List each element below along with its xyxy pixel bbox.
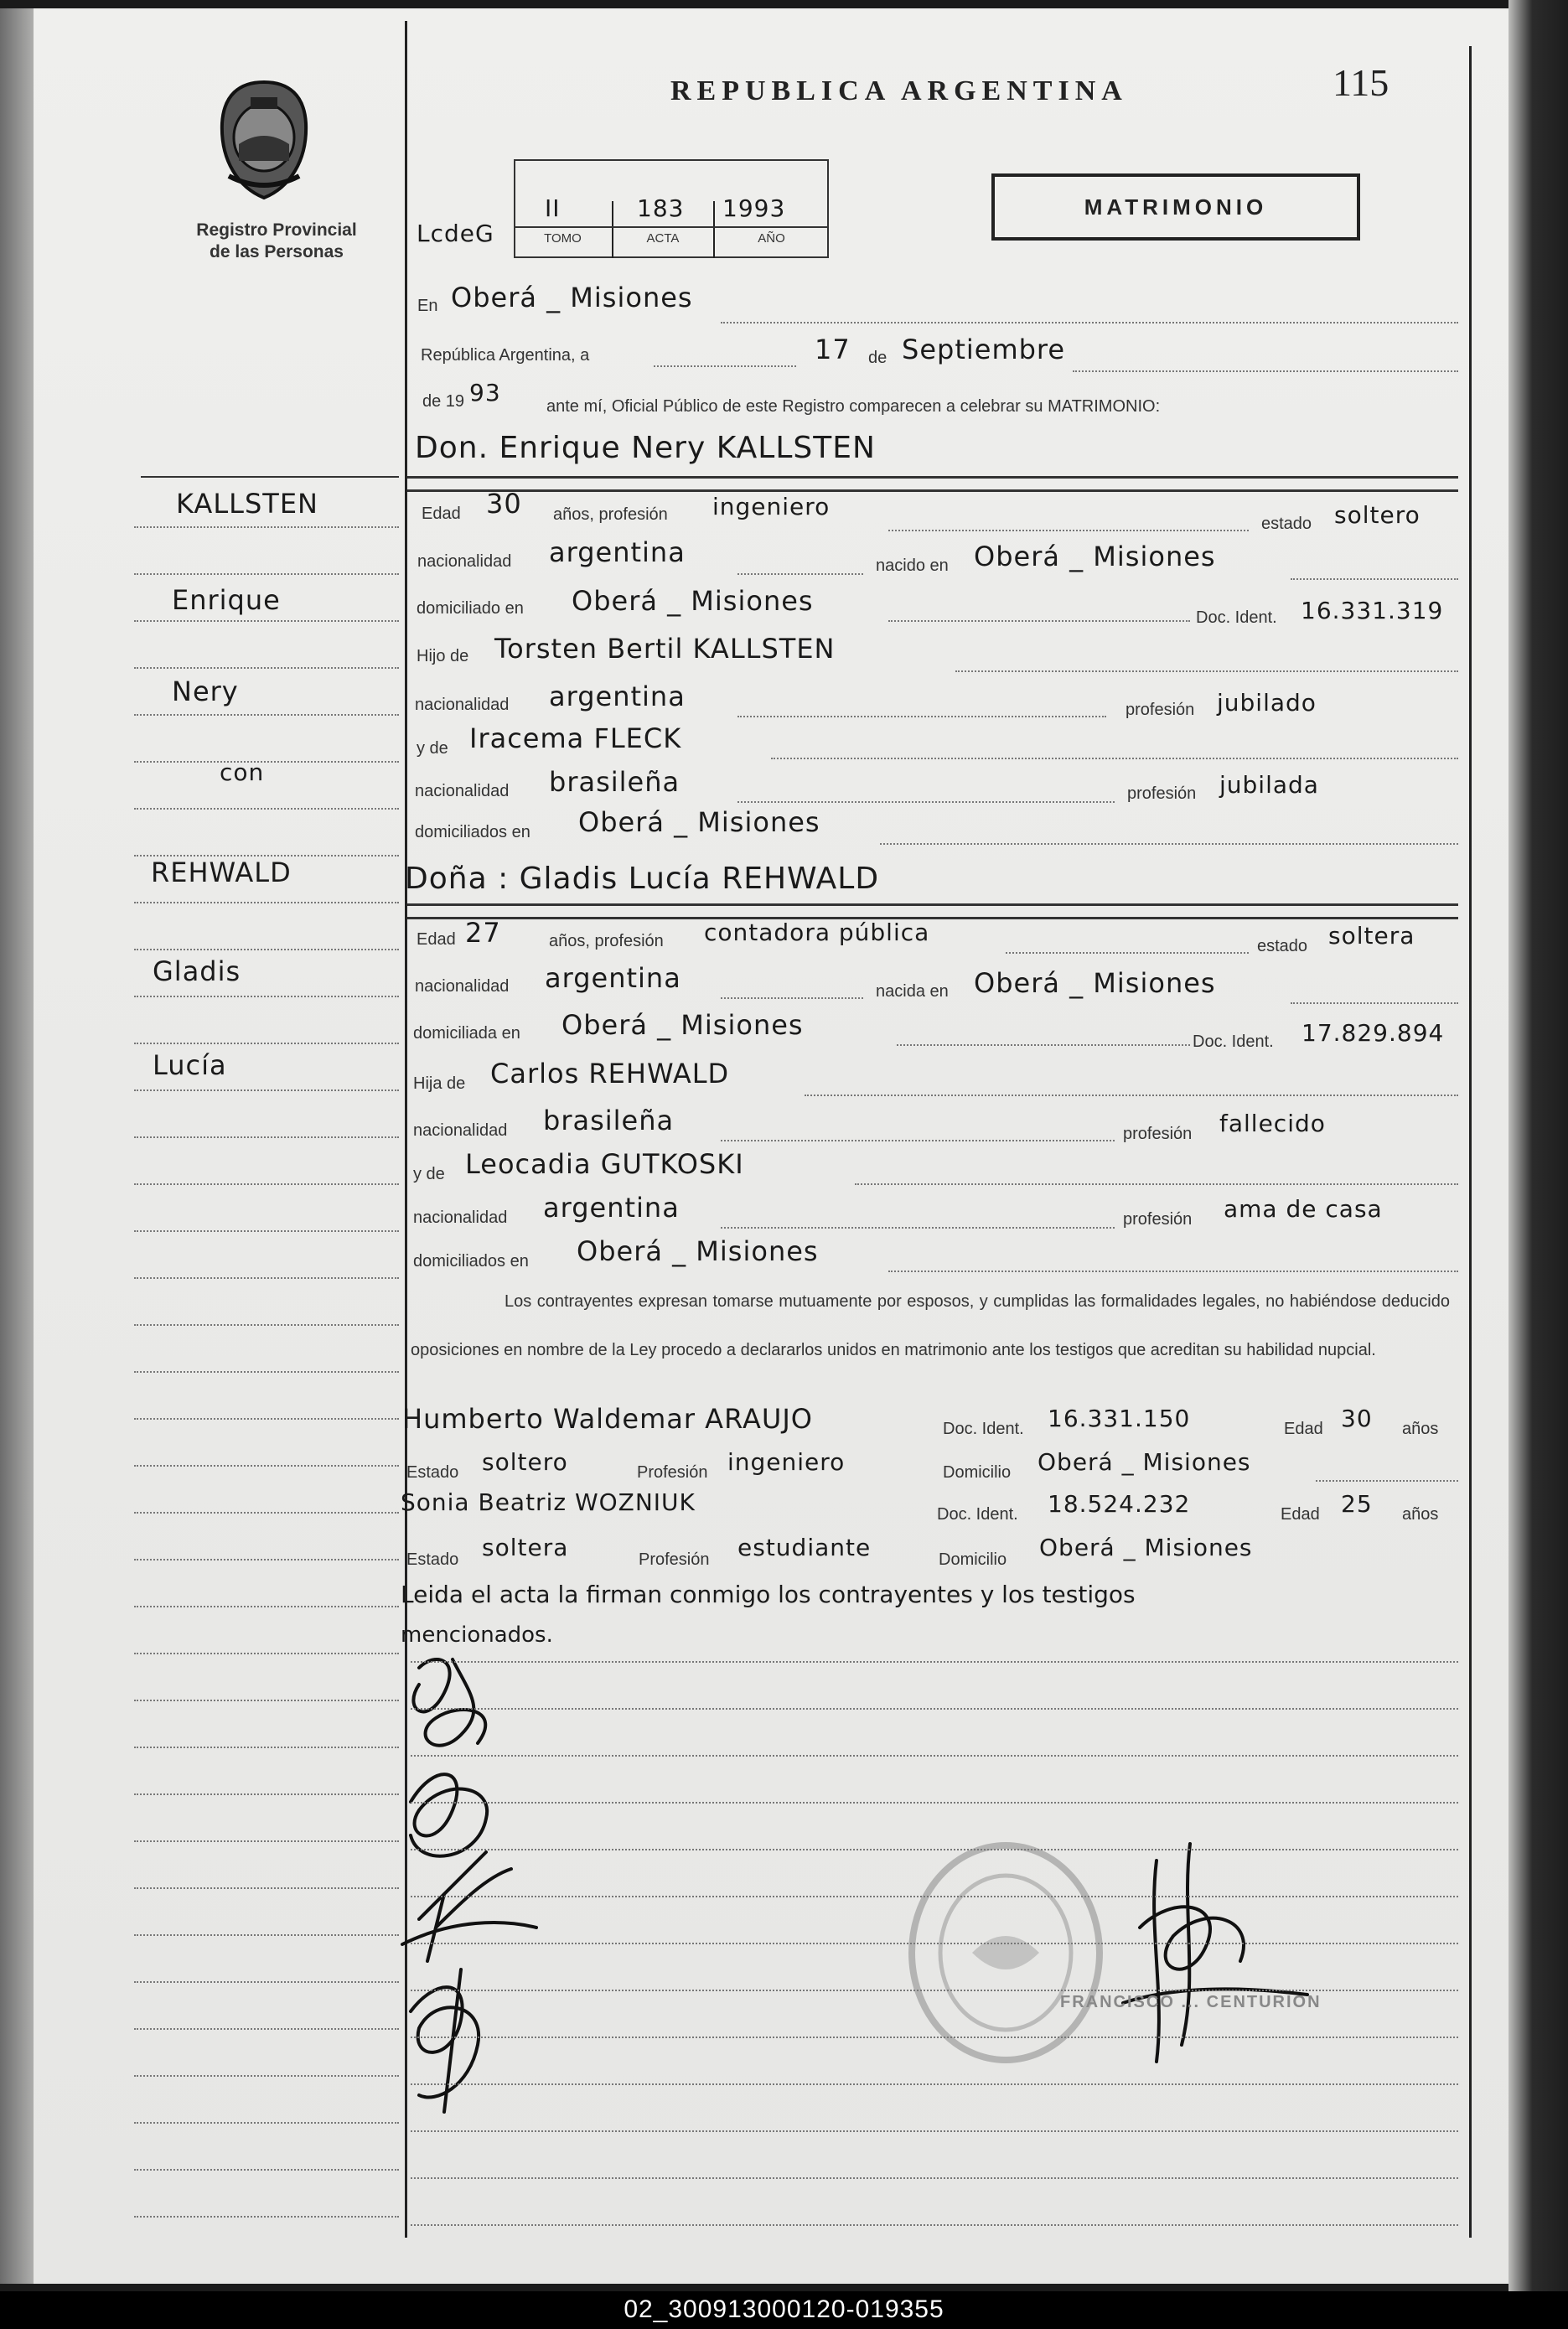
act-day: 17 bbox=[815, 334, 851, 365]
witness-2-doc-label: Doc. Ident. bbox=[937, 1505, 1018, 1524]
fill-line bbox=[1316, 1480, 1458, 1482]
witness-2-age: 25 bbox=[1341, 1490, 1373, 1518]
fill-line bbox=[897, 1044, 1190, 1046]
groom-mother-profession: jubilada bbox=[1219, 771, 1319, 799]
fill-line bbox=[955, 670, 1458, 672]
bride-parents-dom-label: domiciliados en bbox=[413, 1252, 529, 1271]
bride-father-profession: fallecido bbox=[1219, 1110, 1326, 1137]
margin-rule bbox=[141, 476, 399, 478]
main-rule bbox=[411, 2037, 1458, 2038]
registry-line-2: de las Personas bbox=[210, 242, 344, 261]
bride-mother: Leocadia GUTKOSKI bbox=[465, 1148, 744, 1180]
tomo-value: II bbox=[545, 194, 561, 222]
comparecen-text: ante mí, Oficial Público de este Registro comparecen a celebrar su MATRIMONIO: bbox=[546, 397, 1161, 416]
fill-line bbox=[880, 843, 1458, 845]
footer-id: 02_300913000120-019355 bbox=[624, 2295, 944, 2323]
main-rule bbox=[411, 1755, 1458, 1757]
fill-line bbox=[888, 530, 1249, 531]
groom-full-name: Don. Enrique Nery KALLSTEN bbox=[415, 431, 876, 465]
fill-line bbox=[1073, 370, 1458, 372]
margin-rule bbox=[134, 2169, 399, 2171]
margin-rule bbox=[134, 1183, 399, 1185]
bride-nacionalidad-label: nacionalidad bbox=[415, 977, 510, 996]
right-border bbox=[1469, 46, 1472, 2238]
groom-mother-label: y de bbox=[417, 739, 448, 758]
margin-rule bbox=[134, 667, 399, 669]
section-rule bbox=[407, 489, 1458, 492]
witness-2-anos-label: años bbox=[1402, 1505, 1439, 1524]
volume-divider bbox=[713, 201, 715, 258]
groom-edad-label: Edad bbox=[422, 505, 461, 523]
witness-2-profesion-label: Profesión bbox=[639, 1550, 710, 1569]
registry-name bbox=[159, 220, 394, 263]
groom-domicile: Oberá _ Misiones bbox=[572, 585, 814, 617]
groom-mother: Iracema FLECK bbox=[469, 722, 682, 754]
witness-1-profession: ingeniero bbox=[727, 1448, 846, 1476]
margin-rule bbox=[134, 620, 399, 622]
fill-line bbox=[737, 801, 1115, 803]
anio-label: AÑO bbox=[758, 231, 785, 246]
fill-line bbox=[721, 322, 1458, 323]
bride-age: 27 bbox=[465, 917, 501, 949]
bride-domiciliado-label: domiciliada en bbox=[413, 1024, 520, 1043]
main-rule bbox=[411, 2224, 1458, 2226]
official-seal-and-signature bbox=[905, 1827, 1374, 2095]
republica-label: República Argentina, a bbox=[421, 346, 590, 365]
bride-father-prof-label: profesión bbox=[1123, 1125, 1193, 1143]
country-heading: REPUBLICA ARGENTINA bbox=[670, 75, 1128, 106]
fill-line bbox=[805, 1095, 1458, 1096]
margin-rule bbox=[134, 1465, 399, 1467]
witness-1-domicilio-label: Domicilio bbox=[943, 1463, 1012, 1482]
witness-2-estado-label: Estado bbox=[406, 1550, 459, 1569]
fill-line bbox=[721, 1227, 1115, 1229]
groom-domiciliado-label: domiciliado en bbox=[417, 599, 524, 618]
margin-rule bbox=[134, 1230, 399, 1232]
margin-rule bbox=[134, 1512, 399, 1514]
groom-parents-domicile: Oberá _ Misiones bbox=[578, 806, 820, 838]
fill-line bbox=[1006, 952, 1249, 954]
margin-rule bbox=[134, 2028, 399, 2030]
margin-rule bbox=[134, 1043, 399, 1044]
bride-estado: soltera bbox=[1328, 922, 1415, 950]
margin-rule bbox=[134, 1324, 399, 1326]
closing-line-2: mencionados. bbox=[401, 1623, 553, 1648]
groom-mother-nat-label: nacionalidad bbox=[415, 782, 510, 800]
margin-rule bbox=[134, 2075, 399, 2077]
margin-rule bbox=[134, 1136, 399, 1138]
bride-estado-label: estado bbox=[1257, 937, 1308, 955]
groom-nacido-label: nacido en bbox=[876, 556, 949, 575]
section-rule bbox=[407, 917, 1458, 919]
margin-rule bbox=[134, 1981, 399, 1983]
margin-rule bbox=[134, 2122, 399, 2124]
closing-line-1: Leida el acta la firman conmigo los contrayentes y los testigos bbox=[401, 1581, 1136, 1608]
groom-parents-dom-label: domiciliados en bbox=[415, 823, 530, 841]
margin-name-1: Enrique bbox=[172, 584, 281, 616]
bride-mother-nationality: argentina bbox=[543, 1192, 680, 1224]
fill-line bbox=[737, 573, 863, 575]
witness-1-doc-label: Doc. Ident. bbox=[943, 1420, 1024, 1438]
witness-2-doc: 18.524.232 bbox=[1048, 1490, 1191, 1518]
margin-rule bbox=[134, 1277, 399, 1279]
bride-doc-label: Doc. Ident. bbox=[1193, 1033, 1274, 1051]
margin-rule bbox=[134, 949, 399, 950]
witness-2-profession: estudiante bbox=[737, 1534, 872, 1561]
groom-father-profession: jubilado bbox=[1217, 689, 1317, 717]
groom-father: Torsten Bertil KALLSTEN bbox=[494, 633, 836, 665]
year-prefix: de 19 bbox=[422, 392, 465, 411]
fill-line bbox=[855, 1183, 1458, 1185]
main-rule bbox=[411, 1943, 1458, 1944]
groom-profession: ingeniero bbox=[712, 493, 831, 520]
bride-edad-label: Edad bbox=[417, 930, 456, 949]
groom-age: 30 bbox=[486, 488, 522, 520]
groom-estado-label: estado bbox=[1261, 515, 1312, 533]
witness-1-domicile: Oberá _ Misiones bbox=[1038, 1448, 1251, 1476]
main-rule bbox=[411, 1896, 1458, 1897]
declaration-text: Los contrayentes expresan tomarse mutuamente por esposos, y cumplidas las formalidades legales, no habiéndose deducido oposiciones en nombre de la Ley procedo a declararlos unidos en matrimonio ante los testigos que acreditan su habilidad nupcial. bbox=[411, 1292, 1450, 1359]
margin-surname-1: KALLSTEN bbox=[176, 488, 318, 520]
bride-profesion-label: años, profesión bbox=[549, 932, 664, 950]
margin-rule bbox=[134, 1606, 399, 1607]
fill-line bbox=[888, 620, 1190, 622]
margin-rule bbox=[134, 1840, 399, 1842]
fill-line bbox=[888, 1271, 1458, 1272]
bride-nationality: argentina bbox=[545, 962, 681, 994]
main-rule bbox=[411, 1802, 1458, 1804]
fill-line bbox=[721, 1140, 1115, 1141]
witness-1-name: Humberto Waldemar ARAUJO bbox=[402, 1403, 813, 1435]
bride-father-label: Hija de bbox=[413, 1074, 466, 1093]
fill-line bbox=[1291, 578, 1458, 580]
witness-1-anos-label: años bbox=[1402, 1420, 1439, 1438]
registry-line-1: Registro Provincial bbox=[196, 220, 357, 240]
witness-2-domicilio-label: Domicilio bbox=[939, 1550, 1007, 1569]
bride-full-name: Doña : Gladis Lucía REHWALD bbox=[405, 862, 880, 896]
bride-father-nationality: brasileña bbox=[543, 1105, 675, 1136]
margin-rule bbox=[134, 996, 399, 997]
margin-rule bbox=[134, 1371, 399, 1373]
anio-value: 1993 bbox=[722, 194, 786, 222]
margin-rule bbox=[134, 714, 399, 716]
groom-estado: soltero bbox=[1334, 501, 1421, 529]
witness-1-doc: 16.331.150 bbox=[1048, 1405, 1191, 1432]
main-rule bbox=[411, 1849, 1458, 1850]
witness-1-edad-label: Edad bbox=[1284, 1420, 1323, 1438]
groom-doc-label: Doc. Ident. bbox=[1196, 608, 1277, 627]
main-rule bbox=[411, 2177, 1458, 2179]
fill-line bbox=[654, 365, 796, 367]
groom-mother-nationality: brasileña bbox=[549, 766, 681, 798]
margin-name-4: Lucía bbox=[153, 1049, 227, 1081]
bride-mother-prof-label: profesión bbox=[1123, 1210, 1193, 1229]
margin-rule bbox=[134, 808, 399, 810]
margin-name-2: Nery bbox=[172, 675, 239, 707]
margin-rule bbox=[134, 1887, 399, 1889]
fill-line bbox=[721, 997, 863, 999]
witness-2-domicile: Oberá _ Misiones bbox=[1039, 1534, 1253, 1561]
margin-rule bbox=[134, 902, 399, 903]
witness-1-age: 30 bbox=[1341, 1405, 1373, 1432]
bride-profession: contadora pública bbox=[704, 919, 930, 946]
volume-rule bbox=[514, 226, 829, 228]
act-type-box: MATRIMONIO bbox=[991, 173, 1360, 241]
fill-line bbox=[1291, 1002, 1458, 1004]
book-edge bbox=[1508, 0, 1568, 2291]
margin-rule bbox=[134, 2216, 399, 2218]
groom-father-nationality: argentina bbox=[549, 681, 686, 712]
main-rule bbox=[411, 1990, 1458, 1991]
acta-label: ACTA bbox=[646, 231, 680, 246]
margin-rule bbox=[134, 1793, 399, 1795]
margin-rule bbox=[134, 1089, 399, 1091]
groom-profesion-label: años, profesión bbox=[553, 505, 668, 524]
bride-mother-nat-label: nacionalidad bbox=[413, 1208, 508, 1227]
bride-mother-profession: ama de casa bbox=[1224, 1195, 1383, 1223]
margin-rule bbox=[134, 855, 399, 857]
bride-doc: 17.829.894 bbox=[1301, 1019, 1445, 1047]
margin-rule bbox=[134, 573, 399, 575]
margin-connector: con bbox=[220, 758, 265, 786]
margin-rule bbox=[134, 526, 399, 528]
main-rule bbox=[411, 1661, 1458, 1663]
groom-nacionalidad-label: nacionalidad bbox=[417, 552, 512, 571]
en-label: En bbox=[417, 297, 438, 315]
tomo-label: TOMO bbox=[544, 231, 582, 246]
witness-1-estado: soltero bbox=[482, 1448, 568, 1476]
section-rule bbox=[407, 476, 1458, 479]
signatures-graphic bbox=[386, 1643, 587, 2145]
groom-father-nat-label: nacionalidad bbox=[415, 696, 510, 714]
margin-rule bbox=[134, 761, 399, 763]
acta-value: 183 bbox=[637, 194, 685, 222]
margin-rule bbox=[134, 1747, 399, 1748]
margin-surname-2: REHWALD bbox=[151, 857, 292, 888]
act-month: Septiembre bbox=[902, 334, 1066, 365]
coat-of-arms-icon bbox=[214, 77, 314, 203]
margin-rule bbox=[134, 1934, 399, 1936]
groom-birthplace: Oberá _ Misiones bbox=[974, 541, 1216, 572]
page-number: 115 bbox=[1333, 61, 1389, 104]
main-rule bbox=[411, 2083, 1458, 2085]
bride-parents-domicile: Oberá _ Misiones bbox=[577, 1235, 819, 1267]
groom-mother-prof-label: profesión bbox=[1127, 784, 1197, 803]
margin-rule bbox=[134, 1418, 399, 1420]
main-rule bbox=[411, 1708, 1458, 1710]
ledger-note: LcdeG bbox=[417, 220, 494, 247]
bride-domicile: Oberá _ Misiones bbox=[561, 1009, 804, 1041]
fill-line bbox=[771, 758, 1458, 759]
witness-2-estado: soltera bbox=[482, 1534, 569, 1561]
groom-nationality: argentina bbox=[549, 536, 686, 568]
act-year: 93 bbox=[469, 379, 501, 406]
bride-father: Carlos REHWALD bbox=[490, 1058, 730, 1089]
witness-1-estado-label: Estado bbox=[406, 1463, 459, 1482]
bride-mother-label: y de bbox=[413, 1165, 445, 1183]
de-label: de bbox=[868, 349, 887, 367]
witness-2-name: Sonia Beatriz WOZNIUK bbox=[401, 1488, 696, 1516]
volume-divider bbox=[612, 201, 613, 258]
bride-birthplace: Oberá _ Misiones bbox=[974, 967, 1216, 999]
section-rule bbox=[407, 903, 1458, 906]
groom-father-label: Hijo de bbox=[417, 647, 469, 665]
act-place: Oberá _ Misiones bbox=[451, 282, 693, 313]
margin-rule bbox=[134, 1700, 399, 1701]
groom-doc: 16.331.319 bbox=[1301, 597, 1444, 624]
official-stamp-text: FRANCISCO ... CENTURION bbox=[1060, 1993, 1322, 2011]
bride-father-nat-label: nacionalidad bbox=[413, 1121, 508, 1140]
witness-1-profesion-label: Profesión bbox=[637, 1463, 708, 1482]
margin-name-3: Gladis bbox=[153, 955, 241, 987]
groom-father-prof-label: profesión bbox=[1126, 701, 1195, 719]
margin-rule bbox=[134, 1653, 399, 1654]
bride-nacido-label: nacida en bbox=[876, 982, 949, 1001]
main-rule bbox=[411, 2130, 1458, 2132]
fill-line bbox=[737, 716, 1106, 717]
margin-rule bbox=[134, 1559, 399, 1560]
witness-2-edad-label: Edad bbox=[1281, 1505, 1320, 1524]
